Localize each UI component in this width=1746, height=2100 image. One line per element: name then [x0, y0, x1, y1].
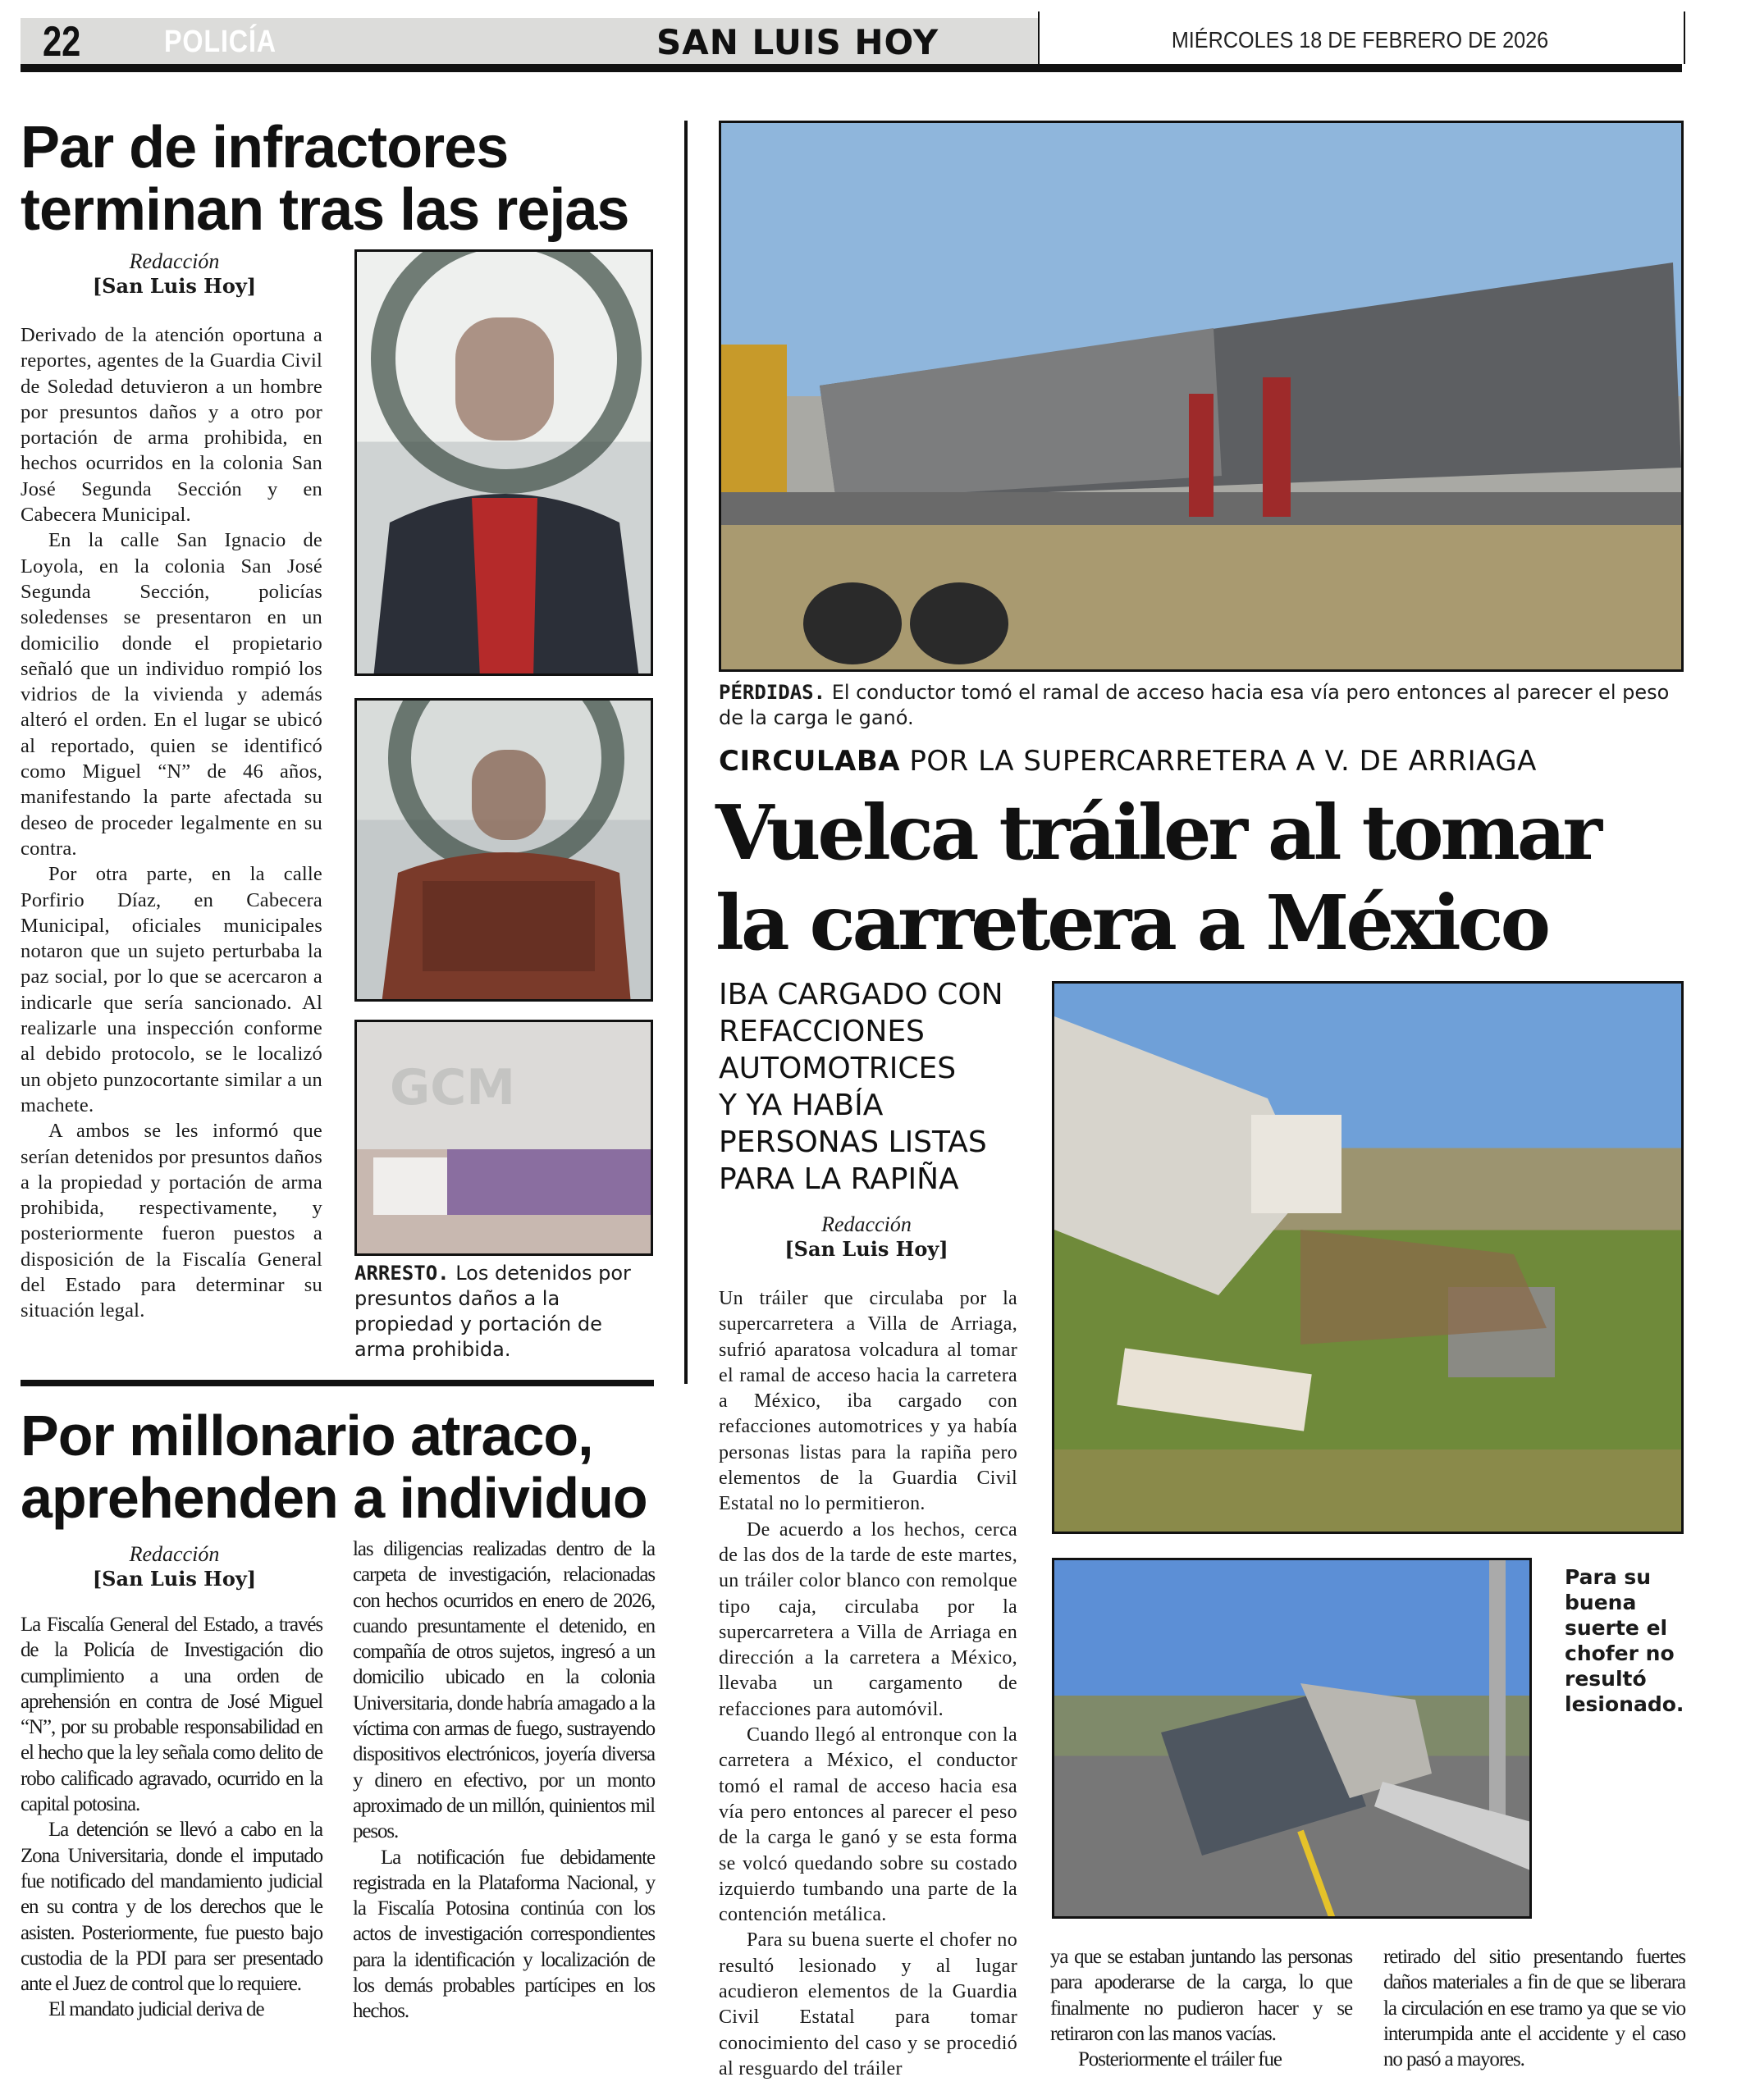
column-rule [684, 121, 688, 1384]
paragraph: A ambos se les informó que serían detenidos por presuntos daños a la propiedad y portación de arma prohibida, respectivamente, y posteriormente fueron puestos a disposición de la Fiscalía General del Estado para determinar su situación legal. [21, 1120, 322, 1322]
kicker-bold: CIRCULABA [719, 745, 901, 778]
article1-photo-caption [354, 1261, 658, 1363]
paragraph: las diligencias realizadas dentro de la carpeta de investigación, relacionadas con hechos ocurridos en enero de 2026, cuando presuntamente el detenido, en compañía de otros sujetos, ingresó a un domicilio ubicado en la colonia Universitaria, donde habría amagado a la víctima con armas de fuego, sustrayendo dispositivos electrónicos, joyería diversa y dinero en efectivo, por un monto aproximado de un millón, quinientos mil pesos. [353, 1538, 655, 1843]
article3-headline-line1: Vuelca tráiler al tomar [715, 788, 1599, 877]
article3-kicker [719, 745, 1537, 778]
article2-col2 [353, 1536, 655, 2025]
side-caption: Para su buena suerte el chofer no resultó lesionado. [1565, 1565, 1684, 1716]
subhead-line: PARA LA RAPIÑA [719, 1162, 959, 1196]
detainee-photo-2 [354, 698, 653, 1002]
article3-col3 [1383, 1944, 1685, 2072]
paragraph: El mandato judicial deriva de [48, 1998, 264, 2021]
detainee-1-illustration [357, 252, 653, 676]
subhead-line: AUTOMOTRICES [719, 1052, 957, 1085]
byline-outlet: [San Luis Hoy] [92, 1567, 257, 1591]
paragraph: De acuerdo a los hechos, cerca de las dos de la tarde de este martes, un tráiler color blanco con remolque tipo caja, circulaba por la supercarretera a Villa de Arriaga en dirección a la carretera a México, llevaba un cargamento de refacciones para automóvil. [719, 1518, 1017, 1720]
page-number: 22 [43, 18, 81, 66]
paragraph: Derivado de la atención oportuna a reportes, agentes de la Guardia Civil de Soledad detuvieron a un hombre por presuntos daños y a otro por portación de arma prohibida, en hechos ocurridos en la colonia San José Segunda Sección y en Cabecera Municipal. [21, 324, 322, 527]
paragraph: La notificación fue debidamente registrada en la Plataforma Nacional, y la Fiscalía Potosina continúa con los actos de investigación correspondientes para la identificación y localización de los demás probables partícipes en los hechos. [353, 1846, 655, 2023]
byline-outlet: [San Luis Hoy] [92, 274, 257, 298]
overturned-trailer-illustration [721, 123, 1684, 672]
byline-author: Redacción [129, 249, 220, 273]
subhead-line: REFACCIONES [719, 1015, 925, 1048]
subhead-line: IBA CARGADO CON [719, 978, 1003, 1011]
paragraph: retirado del sitio presentando fuertes daños materiales a fin de que se liberara la circulación en ese tramo ya que se vio interumpida ante el accidente y el caso no pasó a mayores. [1383, 1946, 1685, 2071]
header-rule [21, 64, 1682, 72]
caption-label: PÉRDIDAS. [719, 681, 826, 704]
paragraph: Por otra parte, en la calle Porfirio Díaz, en Cabecera Municipal, oficiales municipales notaron que un sujeto perturbaba la paz social, por lo que se acercaron a indicarle que sería sancionado. Al realizarle una inspección conforme al debido protocolo, se le localizó un objeto punzocortante similar a un machete. [21, 863, 322, 1116]
article3-byline [719, 1212, 1014, 1261]
paragraph: Un tráiler que circulaba por la supercarretera a Villa de Arriaga, sufrió aparatosa volcadura al tomar el ramal de acceso hacia la carretera a México, iba cargado con refacciones automotrices y ya había personas listas para la rapiña pero elementos de la Guardia Civil Estatal no lo permitieron. [719, 1288, 1017, 1515]
cargo-debris-photo [1052, 981, 1684, 1534]
section-name: POLICÍA [164, 25, 277, 59]
machete-photo [354, 1020, 653, 1256]
overturned-cab-photo [1052, 1558, 1532, 1919]
article2-col1 [21, 1612, 322, 2023]
issue-date: MIÉRCOLES 18 DE FEBRERO DE 2026 [1171, 27, 1549, 52]
subhead-line: Y YA HABÍA [719, 1089, 884, 1122]
article3-headline-line2: la carretera a México [715, 879, 1548, 967]
subhead-line: PERSONAS LISTAS [719, 1125, 987, 1159]
article3-subhead [719, 976, 1047, 1198]
article-divider [21, 1380, 654, 1386]
article1-byline [21, 249, 328, 298]
article3-photo-caption [719, 680, 1684, 731]
article2-title: Por millonario atraco, aprehenden a individuo [21, 1404, 647, 1530]
caption-label: ARRESTO. [354, 1262, 450, 1285]
overturned-cab-illustration [1054, 1560, 1532, 1919]
article2-byline [21, 1542, 328, 1591]
article3-col2 [1050, 1944, 1352, 2072]
detainee-2-illustration [357, 701, 653, 1002]
paragraph: La Fiscalía General del Estado, a través de la Policía de Investigación dio cumplimiento a una orden de aprehensión en contra de José Miguel “N”, por su probable responsabilidad en el hecho que la ley señala como delito de robo calificado agravado, ocurrido en la capital potosina. [21, 1614, 322, 1816]
byline-outlet: [San Luis Hoy] [784, 1237, 948, 1261]
svg-text:GCM: GCM [390, 1059, 515, 1116]
article3-col1 [719, 1286, 1017, 2082]
newspaper-name: SAN LUIS HOY [656, 22, 939, 62]
byline-author: Redacción [821, 1212, 912, 1236]
caption-text: El conductor tomó el ramal de acceso hacia esa vía pero entonces al parecer el peso de la carga le ganó. [719, 681, 1670, 729]
paragraph: Posteriormente el tráiler fue [1078, 2048, 1282, 2071]
machete-illustration [357, 1022, 653, 1256]
detainee-photo-1 [354, 249, 653, 676]
paragraph: Cuando llegó al entronque con la carretera a México, el conductor tomó el ramal de acceso hacia esa vía pero entonces al parecer el peso de la carga le ganó y se esta forma se volcó quedando sobre su costado izquierdo tumbando una parte de la contención metálica. [719, 1724, 1017, 1926]
paragraph: Para su buena suerte el chofer no resultó lesionado y al lugar acudieron elementos de la Guardia Civil Estatal para tomar conocimiento del caso y se procedió al resguardo del tráiler [719, 1929, 1017, 2079]
paragraph: La detención se llevó a cabo en la Zona Universitaria, donde el imputado fue notificado del mandamiento judicial en su contra y de los derechos que le asisten. Posteriormente, fue puesto bajo custodia de la PDI para ser presentado ante el Juez de control que lo requiere. [21, 1819, 322, 1996]
article1-title: Par de infractores terminan tras las rejas [21, 115, 629, 243]
byline-author: Redacción [129, 1542, 220, 1566]
overturned-trailer-photo [719, 121, 1684, 672]
paragraph: En la calle San Ignacio de Loyola, en la colonia San José Segunda Sección, policías soledenses se presentaron en un domicilio donde el propietario señaló que un individuo rompió los vidrios de la vivienda y además alteró el orden. En el lugar se ubicó al reportado, quien se identificó como Miguel “N” de 46 años, manifestando la parte afectada su deseo de proceder legalmente en su contra. [21, 529, 322, 860]
caption-text: Los detenidos por presuntos daños a la propiedad y portación de arma prohibida. [354, 1262, 631, 1361]
paragraph: ya que se estaban juntando las personas para apoderarse de la carga, lo que finalmente no pudieron hacer y se retiraron con las manos vacías. [1050, 1946, 1352, 2045]
kicker-text: POR LA SUPERCARRETERA A V. DE ARRIAGA [909, 745, 1537, 778]
article1-body [21, 322, 322, 1324]
cargo-debris-illustration [1054, 984, 1684, 1534]
